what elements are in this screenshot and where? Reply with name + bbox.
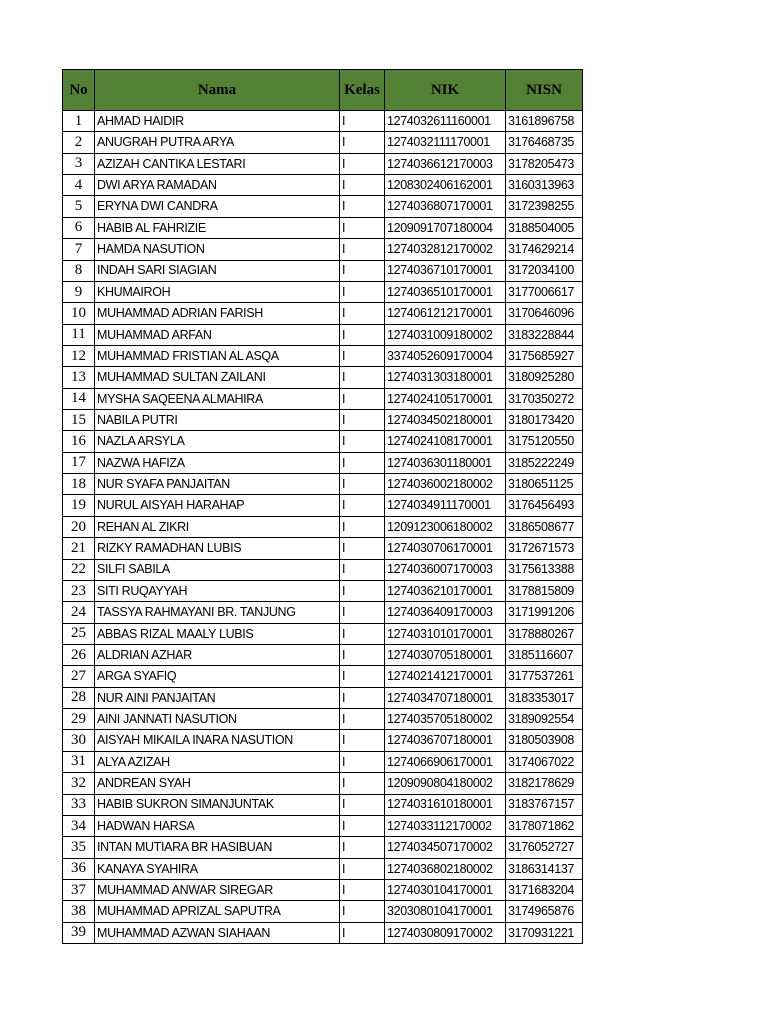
table-row: [63, 922, 583, 943]
cell-nisn: 3180651125: [506, 474, 583, 495]
student-table: [62, 69, 583, 944]
cell-nik: 1274036301180001: [385, 452, 506, 473]
cell-nik: 1208302406162001: [385, 175, 506, 196]
cell-no: 4: [63, 175, 95, 196]
cell-kelas: I: [340, 687, 385, 708]
cell-nama: AISYAH MIKAILA INARA NASUTION: [95, 730, 340, 751]
table-row: [63, 538, 583, 559]
cell-kelas: I: [340, 111, 385, 132]
cell-nama: NAZWA HAFIZA: [95, 452, 340, 473]
cell-nama: MUHAMMAD APRIZAL SAPUTRA: [95, 901, 340, 922]
cell-no: 30: [63, 730, 95, 751]
cell-kelas: I: [340, 452, 385, 473]
table-row: [63, 474, 583, 495]
cell-no: 25: [63, 623, 95, 644]
cell-nisn: 3178071862: [506, 815, 583, 836]
cell-nik: 1274036409170003: [385, 602, 506, 623]
table-row: [63, 730, 583, 751]
cell-nisn: 3176456493: [506, 495, 583, 516]
cell-kelas: I: [340, 132, 385, 153]
cell-nik: 1274030104170001: [385, 879, 506, 900]
cell-nama: ERYNA DWI CANDRA: [95, 196, 340, 217]
cell-nisn: 3172034100: [506, 260, 583, 281]
cell-nisn: 3183228844: [506, 324, 583, 345]
student-table-container: [62, 69, 583, 944]
table-row: [63, 794, 583, 815]
cell-no: 39: [63, 922, 95, 943]
cell-no: 12: [63, 345, 95, 366]
cell-nisn: 3174629214: [506, 239, 583, 260]
cell-nik: 1274036802180002: [385, 858, 506, 879]
cell-nama: ALDRIAN AZHAR: [95, 644, 340, 665]
cell-kelas: I: [340, 580, 385, 601]
cell-nisn: 3175685927: [506, 345, 583, 366]
cell-nama: MUHAMMAD ADRIAN FARISH: [95, 303, 340, 324]
cell-nama: KANAYA SYAHIRA: [95, 858, 340, 879]
cell-nama: REHAN AL ZIKRI: [95, 516, 340, 537]
cell-nama: NAZLA ARSYLA: [95, 431, 340, 452]
cell-nisn: 3174067022: [506, 751, 583, 772]
table-row: [63, 709, 583, 730]
table-row: [63, 559, 583, 580]
table-row: [63, 175, 583, 196]
cell-nama: HAMDA NASUTION: [95, 239, 340, 260]
cell-kelas: I: [340, 794, 385, 815]
cell-kelas: I: [340, 538, 385, 559]
cell-kelas: I: [340, 751, 385, 772]
cell-nama: RIZKY RAMADHAN LUBIS: [95, 538, 340, 559]
cell-nisn: 3177006617: [506, 281, 583, 302]
cell-nisn: 3174965876: [506, 901, 583, 922]
cell-nisn: 3176468735: [506, 132, 583, 153]
cell-nama: MUHAMMAD ANWAR SIREGAR: [95, 879, 340, 900]
table-row: [63, 516, 583, 537]
cell-nik: 1274024105170001: [385, 388, 506, 409]
table-row: [63, 751, 583, 772]
table-row: [63, 239, 583, 260]
cell-nik: 1274036210170001: [385, 580, 506, 601]
cell-nik: 1209090804180002: [385, 773, 506, 794]
table-row: [63, 132, 583, 153]
table-body: [63, 111, 583, 944]
cell-kelas: I: [340, 239, 385, 260]
cell-nisn: 3185222249: [506, 452, 583, 473]
cell-kelas: I: [340, 815, 385, 836]
cell-no: 8: [63, 260, 95, 281]
cell-nik: 1274030809170002: [385, 922, 506, 943]
cell-no: 16: [63, 431, 95, 452]
cell-nama: NURUL AISYAH HARAHAP: [95, 495, 340, 516]
cell-nisn: 3172398255: [506, 196, 583, 217]
header-row: [63, 70, 583, 111]
cell-no: 21: [63, 538, 95, 559]
cell-nama: MUHAMMAD ARFAN: [95, 324, 340, 345]
table-row: [63, 858, 583, 879]
cell-nama: MUHAMMAD FRISTIAN AL ASQA: [95, 345, 340, 366]
cell-nisn: 3177537261: [506, 666, 583, 687]
column-header-kelas: Kelas: [340, 70, 385, 111]
cell-nisn: 3186508677: [506, 516, 583, 537]
cell-nisn: 3182178629: [506, 773, 583, 794]
cell-kelas: I: [340, 516, 385, 537]
cell-nik: 1274031303180001: [385, 367, 506, 388]
cell-kelas: I: [340, 773, 385, 794]
cell-nama: ALYA AZIZAH: [95, 751, 340, 772]
cell-nama: HABIB SUKRON SIMANJUNTAK: [95, 794, 340, 815]
cell-nama: INTAN MUTIARA BR HASIBUAN: [95, 837, 340, 858]
cell-nama: MUHAMMAD AZWAN SIAHAAN: [95, 922, 340, 943]
table-row: [63, 345, 583, 366]
table-row: [63, 217, 583, 238]
cell-nik: 1274035705180002: [385, 709, 506, 730]
table-row: [63, 111, 583, 132]
cell-nama: AINI JANNATI NASUTION: [95, 709, 340, 730]
cell-nisn: 3160313963: [506, 175, 583, 196]
cell-no: 9: [63, 281, 95, 302]
cell-nik: 1274034911170001: [385, 495, 506, 516]
cell-nisn: 3175613388: [506, 559, 583, 580]
cell-kelas: I: [340, 623, 385, 644]
cell-nama: DWI ARYA RAMADAN: [95, 175, 340, 196]
cell-no: 19: [63, 495, 95, 516]
cell-nik: 1209123006180002: [385, 516, 506, 537]
cell-no: 36: [63, 858, 95, 879]
cell-no: 32: [63, 773, 95, 794]
cell-kelas: I: [340, 858, 385, 879]
table-row: [63, 431, 583, 452]
cell-nik: 1274036510170001: [385, 281, 506, 302]
cell-nisn: 3178880267: [506, 623, 583, 644]
cell-nama: HADWAN HARSA: [95, 815, 340, 836]
table-row: [63, 773, 583, 794]
cell-nik: 1274034507170002: [385, 837, 506, 858]
table-row: [63, 837, 583, 858]
cell-kelas: I: [340, 730, 385, 751]
cell-no: 17: [63, 452, 95, 473]
table-header: [63, 70, 583, 111]
table-row: [63, 324, 583, 345]
cell-nik: 1274036002180002: [385, 474, 506, 495]
cell-nama: NABILA PUTRI: [95, 410, 340, 431]
cell-kelas: I: [340, 474, 385, 495]
cell-no: 31: [63, 751, 95, 772]
cell-nama: MUHAMMAD SULTAN ZAILANI: [95, 367, 340, 388]
cell-kelas: I: [340, 879, 385, 900]
table-row: [63, 602, 583, 623]
cell-no: 38: [63, 901, 95, 922]
table-row: [63, 879, 583, 900]
cell-nik: 1274033112170002: [385, 815, 506, 836]
cell-nik: 1274021412170001: [385, 666, 506, 687]
cell-no: 11: [63, 324, 95, 345]
cell-kelas: I: [340, 410, 385, 431]
cell-nik: 1209091707180004: [385, 217, 506, 238]
table-row: [63, 196, 583, 217]
cell-kelas: I: [340, 153, 385, 174]
cell-nama: ANDREAN SYAH: [95, 773, 340, 794]
table-row: [63, 644, 583, 665]
cell-nama: ABBAS RIZAL MAALY LUBIS: [95, 623, 340, 644]
cell-nisn: 3178205473: [506, 153, 583, 174]
cell-nisn: 3176052727: [506, 837, 583, 858]
cell-kelas: I: [340, 324, 385, 345]
cell-nik: 1274034707180001: [385, 687, 506, 708]
cell-kelas: I: [340, 367, 385, 388]
cell-kelas: I: [340, 345, 385, 366]
cell-no: 1: [63, 111, 95, 132]
cell-no: 20: [63, 516, 95, 537]
cell-no: 34: [63, 815, 95, 836]
cell-nik: 1274066906170001: [385, 751, 506, 772]
cell-kelas: I: [340, 644, 385, 665]
cell-nama: KHUMAIROH: [95, 281, 340, 302]
cell-kelas: I: [340, 431, 385, 452]
cell-kelas: I: [340, 666, 385, 687]
cell-no: 24: [63, 602, 95, 623]
cell-nisn: 3189092554: [506, 709, 583, 730]
cell-no: 35: [63, 837, 95, 858]
cell-nik: 1274032812170002: [385, 239, 506, 260]
cell-nik: 1274031010170001: [385, 623, 506, 644]
cell-nisn: 3171683204: [506, 879, 583, 900]
table-row: [63, 303, 583, 324]
cell-kelas: I: [340, 602, 385, 623]
cell-kelas: I: [340, 196, 385, 217]
cell-no: 7: [63, 239, 95, 260]
cell-nik: 1274036710170001: [385, 260, 506, 281]
cell-kelas: I: [340, 559, 385, 580]
cell-nama: AHMAD HAIDIR: [95, 111, 340, 132]
table-row: [63, 281, 583, 302]
table-row: [63, 666, 583, 687]
cell-nama: NUR SYAFA PANJAITAN: [95, 474, 340, 495]
cell-kelas: I: [340, 260, 385, 281]
cell-nik: 1274030706170001: [385, 538, 506, 559]
cell-nama: INDAH SARI SIAGIAN: [95, 260, 340, 281]
cell-kelas: I: [340, 303, 385, 324]
cell-kelas: I: [340, 709, 385, 730]
cell-nisn: 3172671573: [506, 538, 583, 559]
cell-nik: 1274036007170003: [385, 559, 506, 580]
cell-no: 27: [63, 666, 95, 687]
cell-no: 15: [63, 410, 95, 431]
cell-nisn: 3170350272: [506, 388, 583, 409]
column-header-nama: Nama: [95, 70, 340, 111]
cell-nama: ANUGRAH PUTRA ARYA: [95, 132, 340, 153]
cell-no: 13: [63, 367, 95, 388]
table-row: [63, 495, 583, 516]
cell-no: 2: [63, 132, 95, 153]
cell-kelas: I: [340, 175, 385, 196]
table-row: [63, 153, 583, 174]
cell-nisn: 3171991206: [506, 602, 583, 623]
cell-no: 10: [63, 303, 95, 324]
cell-nisn: 3180925280: [506, 367, 583, 388]
column-header-nisn: NISN: [506, 70, 583, 111]
cell-nama: SITI RUQAYYAH: [95, 580, 340, 601]
cell-no: 6: [63, 217, 95, 238]
cell-nik: 1274024108170001: [385, 431, 506, 452]
cell-nisn: 3188504005: [506, 217, 583, 238]
cell-kelas: I: [340, 217, 385, 238]
cell-no: 37: [63, 879, 95, 900]
table-row: [63, 260, 583, 281]
cell-no: 14: [63, 388, 95, 409]
table-row: [63, 388, 583, 409]
cell-nik: 1274031009180002: [385, 324, 506, 345]
cell-nama: MYSHA SAQEENA ALMAHIRA: [95, 388, 340, 409]
cell-nik: 1274030705180001: [385, 644, 506, 665]
cell-nik: 1274032111170001: [385, 132, 506, 153]
cell-kelas: I: [340, 901, 385, 922]
table-row: [63, 452, 583, 473]
cell-nama: SILFI SABILA: [95, 559, 340, 580]
table-row: [63, 410, 583, 431]
cell-kelas: I: [340, 281, 385, 302]
table-row: [63, 580, 583, 601]
cell-nisn: 3178815809: [506, 580, 583, 601]
cell-nisn: 3175120550: [506, 431, 583, 452]
cell-nisn: 3183767157: [506, 794, 583, 815]
cell-no: 29: [63, 709, 95, 730]
cell-nisn: 3170646096: [506, 303, 583, 324]
cell-kelas: I: [340, 388, 385, 409]
cell-nama: AZIZAH CANTIKA LESTARI: [95, 153, 340, 174]
cell-kelas: I: [340, 837, 385, 858]
cell-nik: 1274061212170001: [385, 303, 506, 324]
cell-nama: NUR AINI PANJAITAN: [95, 687, 340, 708]
cell-no: 18: [63, 474, 95, 495]
cell-no: 33: [63, 794, 95, 815]
column-header-nik: NIK: [385, 70, 506, 111]
column-header-no: No: [63, 70, 95, 111]
cell-nik: 3374052609170004: [385, 345, 506, 366]
table-row: [63, 623, 583, 644]
cell-no: 28: [63, 687, 95, 708]
cell-nisn: 3183353017: [506, 687, 583, 708]
cell-nik: 3203080104170001: [385, 901, 506, 922]
cell-nik: 1274036807170001: [385, 196, 506, 217]
cell-nisn: 3180173420: [506, 410, 583, 431]
cell-nisn: 3185116607: [506, 644, 583, 665]
cell-nama: HABIB AL FAHRIZIE: [95, 217, 340, 238]
cell-nama: TASSYA RAHMAYANI BR. TANJUNG: [95, 602, 340, 623]
cell-no: 3: [63, 153, 95, 174]
cell-nisn: 3186314137: [506, 858, 583, 879]
cell-nik: 1274036707180001: [385, 730, 506, 751]
cell-no: 23: [63, 580, 95, 601]
cell-nik: 1274031610180001: [385, 794, 506, 815]
table-row: [63, 367, 583, 388]
cell-no: 5: [63, 196, 95, 217]
cell-nama: ARGA SYAFIQ: [95, 666, 340, 687]
cell-nik: 1274036612170003: [385, 153, 506, 174]
cell-nik: 1274032611160001: [385, 111, 506, 132]
cell-nik: 1274034502180001: [385, 410, 506, 431]
table-row: [63, 901, 583, 922]
cell-nisn: 3170931221: [506, 922, 583, 943]
cell-no: 26: [63, 644, 95, 665]
table-row: [63, 687, 583, 708]
cell-kelas: I: [340, 495, 385, 516]
cell-nisn: 3161896758: [506, 111, 583, 132]
table-row: [63, 815, 583, 836]
cell-nisn: 3180503908: [506, 730, 583, 751]
cell-no: 22: [63, 559, 95, 580]
cell-kelas: I: [340, 922, 385, 943]
